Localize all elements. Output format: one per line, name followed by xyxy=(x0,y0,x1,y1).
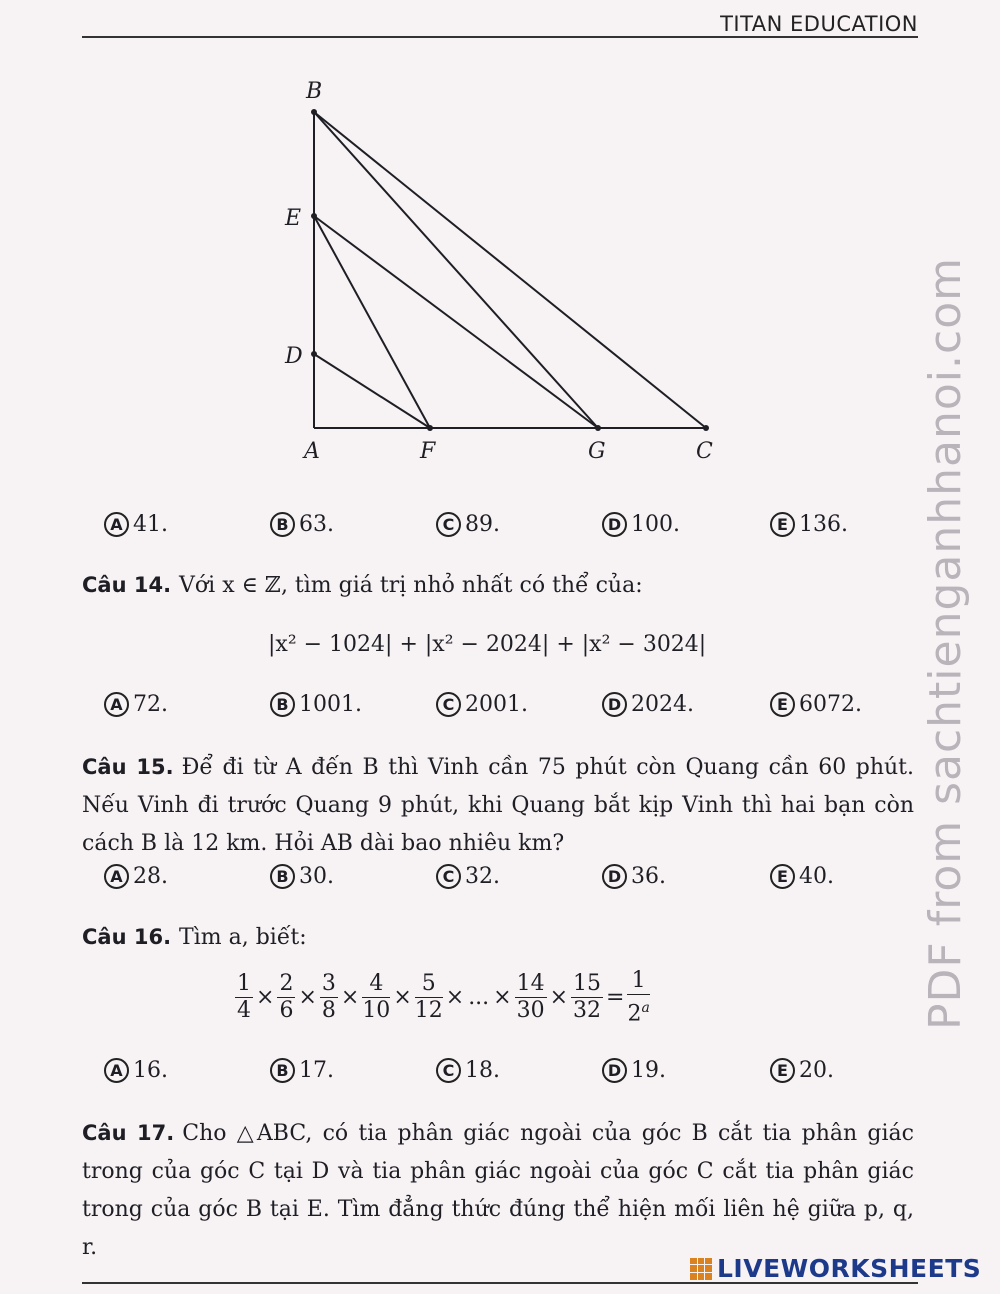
option-letter: E xyxy=(770,1058,795,1083)
option-letter: A xyxy=(104,512,129,537)
liveworksheets-text: LIVEWORKSHEETS xyxy=(717,1254,982,1283)
point-E xyxy=(311,213,317,219)
option-letter: B xyxy=(270,512,295,537)
option-letter: A xyxy=(104,864,129,889)
q16-option-d[interactable] xyxy=(602,1058,666,1083)
segment-EF xyxy=(314,216,430,428)
q15-option-d[interactable] xyxy=(602,864,666,889)
q16-option-e[interactable] xyxy=(770,1058,834,1083)
label-C: C xyxy=(696,439,713,464)
fraction: $\frac{4}{10}$ xyxy=(362,971,391,1024)
option-value: 41. xyxy=(133,512,168,537)
q17-label: Câu 17. xyxy=(82,1121,175,1145)
option-value: 19. xyxy=(631,1058,666,1083)
option-value: 89. xyxy=(465,512,500,537)
q14-option-b[interactable] xyxy=(270,692,362,717)
option-letter: E xyxy=(770,692,795,717)
option-value: 20. xyxy=(799,1058,834,1083)
q16-option-b[interactable] xyxy=(270,1058,334,1083)
option-value: 63. xyxy=(299,512,334,537)
watermark-text: PDF from sachtienganhhanoi.com xyxy=(920,257,971,1030)
segment-DF xyxy=(314,354,430,428)
liveworksheets-icon xyxy=(690,1258,712,1280)
point-C xyxy=(703,425,709,431)
label-D: D xyxy=(285,344,303,369)
q13-option-d[interactable] xyxy=(602,512,680,537)
q15-option-a[interactable] xyxy=(104,864,168,889)
point-B xyxy=(311,109,317,115)
fraction: $\frac{15}{32}$ xyxy=(573,971,602,1024)
option-value: 40. xyxy=(799,864,834,889)
option-letter: D xyxy=(602,512,627,537)
q16-options xyxy=(104,1058,894,1094)
q16-question xyxy=(82,918,922,957)
q16-formula: $\frac{1}{4}$ × $\frac{2}{6}$ × $\frac{3}{8}$ × $\frac{4}{10}$ × $\frac{5}{12}$ × ... × $\frac{14}{30}$ × $\frac{15}{32}$ = $\frac{1}{2^a}$ xyxy=(237,968,650,1027)
q15-text: Để đi từ A đến B thì Vinh cần 75 phút còn Quang cần 60 phút. Nếu Vinh đi trước Quang 9 phút, khi Quang bắt kịp Vinh thì hai bạn còn cách B là 12 km. Hỏi AB dài bao nhiêu km? xyxy=(82,755,915,856)
fraction-rhs: $\frac{1}{2^a}$ xyxy=(627,968,650,1027)
q14-text: Với x ∈ ℤ, tìm giá trị nhỏ nhất có thể của: xyxy=(179,573,643,598)
option-letter: C xyxy=(436,512,461,537)
q13-option-c[interactable] xyxy=(436,512,500,537)
label-A: A xyxy=(304,439,320,464)
option-value: 6072. xyxy=(799,692,862,717)
option-value: 30. xyxy=(299,864,334,889)
q14-option-a[interactable] xyxy=(104,692,168,717)
label-G: G xyxy=(588,439,606,464)
q14-options xyxy=(104,692,894,728)
option-value: 2001. xyxy=(465,692,528,717)
q15-question xyxy=(82,748,914,863)
option-value: 16. xyxy=(133,1058,168,1083)
q15-options xyxy=(104,864,894,900)
point-G xyxy=(595,425,601,431)
option-value: 1001. xyxy=(299,692,362,717)
label-F: F xyxy=(420,439,436,464)
option-value: 100. xyxy=(631,512,680,537)
segment-BC xyxy=(314,112,706,428)
label-B: B xyxy=(306,79,323,104)
option-letter: B xyxy=(270,864,295,889)
option-letter: C xyxy=(436,864,461,889)
fraction: $\frac{14}{30}$ xyxy=(516,971,545,1024)
q17-text: Cho △ABC, có tia phân giác ngoài của góc B cắt tia phân giác trong của góc C tại D và tia phân giác ngoài của góc C cắt tia phân giác trong của góc B tại E. Tìm đẳng thức đúng thể hiện mối liên hệ giữa p, q, r. xyxy=(82,1121,914,1260)
q14-option-c[interactable] xyxy=(436,692,528,717)
option-letter: C xyxy=(436,1058,461,1083)
option-letter: E xyxy=(770,864,795,889)
option-value: 17. xyxy=(299,1058,334,1083)
option-letter: D xyxy=(602,1058,627,1083)
option-letter: A xyxy=(104,1058,129,1083)
option-letter: C xyxy=(436,692,461,717)
q13-option-e[interactable] xyxy=(770,512,848,537)
option-value: 136. xyxy=(799,512,848,537)
q16-option-a[interactable] xyxy=(104,1058,168,1083)
q15-option-b[interactable] xyxy=(270,864,334,889)
q14-label: Câu 14. xyxy=(82,573,172,597)
q14-option-d[interactable] xyxy=(602,692,694,717)
q16-option-c[interactable] xyxy=(436,1058,500,1083)
segment-EG xyxy=(314,216,598,428)
option-letter: B xyxy=(270,692,295,717)
q16-label: Câu 16. xyxy=(82,925,172,949)
q14-formula: |x² − 1024| + |x² − 2024| + |x² − 3024| xyxy=(268,632,707,657)
fraction: $\frac{5}{12}$ xyxy=(414,971,443,1024)
fraction: $\frac{3}{8}$ xyxy=(321,971,336,1024)
q15-label: Câu 15. xyxy=(82,755,174,779)
fraction: $\frac{1}{4}$ xyxy=(237,971,251,1024)
header-title: TITAN EDUCATION xyxy=(720,12,918,36)
q16-text: Tìm a, biết: xyxy=(179,925,307,950)
point-F xyxy=(427,425,433,431)
option-value: 28. xyxy=(133,864,168,889)
q13-option-b[interactable] xyxy=(270,512,334,537)
q15-option-c[interactable] xyxy=(436,864,500,889)
q17-question xyxy=(82,1114,914,1267)
option-value: 32. xyxy=(465,864,500,889)
q14-question xyxy=(82,566,922,605)
q14-option-e[interactable] xyxy=(770,692,862,717)
option-letter: D xyxy=(602,692,627,717)
option-letter: E xyxy=(770,512,795,537)
option-value: 2024. xyxy=(631,692,694,717)
option-letter: D xyxy=(602,864,627,889)
q13-option-a[interactable] xyxy=(104,512,168,537)
liveworksheets-logo[interactable] xyxy=(690,1254,981,1283)
label-E: E xyxy=(285,206,302,231)
option-value: 18. xyxy=(465,1058,500,1083)
option-letter: A xyxy=(104,692,129,717)
option-value: 72. xyxy=(133,692,168,717)
point-D xyxy=(311,351,317,357)
q15-option-e[interactable] xyxy=(770,864,834,889)
option-value: 36. xyxy=(631,864,666,889)
fraction: $\frac{2}{6}$ xyxy=(279,971,294,1024)
triangle-figure xyxy=(0,0,1000,520)
option-letter: B xyxy=(270,1058,295,1083)
q13-options xyxy=(104,512,894,548)
